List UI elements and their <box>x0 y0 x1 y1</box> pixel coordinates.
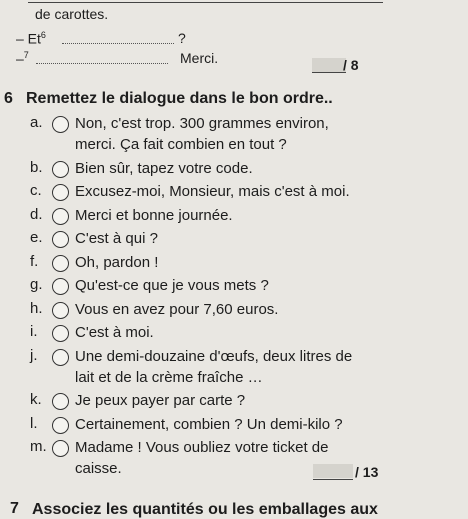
item-text: C'est à qui ? <box>75 230 158 247</box>
prev-line-3-prefix: – <box>16 50 24 67</box>
item-letter: k. <box>30 391 42 408</box>
prev-line-3-suffix: Merci. <box>180 50 219 66</box>
item-text: Qu'est-ce que je vous mets ? <box>75 277 269 294</box>
order-circle[interactable] <box>52 393 69 410</box>
order-circle[interactable] <box>52 278 69 295</box>
exercise-7-number: 7 <box>10 500 19 517</box>
item-letter: a. <box>30 114 43 131</box>
order-circle[interactable] <box>52 184 69 201</box>
item-letter: h. <box>30 299 43 317</box>
item-letter: b. <box>30 158 43 176</box>
item-letter: e. <box>30 229 43 246</box>
order-circle[interactable] <box>52 302 69 319</box>
item-text: merci. Ça fait combien en tout ? <box>75 136 287 153</box>
order-circle[interactable] <box>52 417 69 434</box>
prev-line-2-suffix: ? <box>178 30 186 46</box>
order-circle[interactable] <box>52 349 69 366</box>
item-text: Excusez-moi, Monsieur, mais c'est à moi. <box>75 183 350 200</box>
top-rule <box>28 2 383 3</box>
score-13: / 13 <box>355 464 379 480</box>
note-6: 6 <box>40 30 46 40</box>
item-text: Vous en avez pour 7,60 euros. <box>75 300 279 318</box>
item-letter: d. <box>30 205 43 223</box>
item-letter: m. <box>30 438 47 455</box>
item-text: Je peux payer par carte ? <box>75 392 246 409</box>
item-letter: j. <box>30 346 38 364</box>
exercise-6-number: 6 <box>4 90 13 107</box>
score-13-rule <box>313 479 353 480</box>
order-circle[interactable] <box>52 255 69 272</box>
item-text: C'est à moi. <box>75 324 154 341</box>
item-text: Non, c'est trop. 300 grammes environ, <box>75 115 329 132</box>
exercise-7-title: Associez les quantités ou les emballages aux <box>32 501 378 518</box>
item-letter: g. <box>30 276 43 293</box>
score-8-field[interactable] <box>312 58 346 72</box>
score-8: / 8 <box>343 57 359 73</box>
order-circle[interactable] <box>52 325 69 342</box>
item-letter: f. <box>30 252 39 270</box>
item-text: lait et de la crème fraîche … <box>75 368 263 386</box>
item-text: caisse. <box>75 460 122 477</box>
prev-line-1: de carottes. <box>35 6 109 22</box>
item-text: Merci et bonne journée. <box>75 206 233 224</box>
item-letter: c. <box>30 182 42 199</box>
item-letter: l. <box>30 414 38 432</box>
item-text: Certainement, combien ? Un demi-kilo ? <box>75 415 343 433</box>
order-circle[interactable] <box>52 440 69 457</box>
item-text: Madame ! Vous oubliez votre ticket de <box>75 439 329 456</box>
item-text: Bien sûr, tapez votre code. <box>75 159 253 177</box>
order-circle[interactable] <box>52 116 69 133</box>
item-letter: i. <box>30 323 38 340</box>
prev-line-3 <box>16 50 29 67</box>
order-circle[interactable] <box>52 161 69 178</box>
answer-blank-7[interactable] <box>36 63 168 64</box>
note-7: 7 <box>23 50 29 60</box>
prev-line-2-prefix: – Et <box>16 30 41 47</box>
score-8-rule <box>312 72 346 73</box>
item-text: Une demi-douzaine d'œufs, deux litres de <box>75 347 353 365</box>
exercise-6-title: Remettez le dialogue dans le bon ordre.. <box>26 90 333 107</box>
answer-blank-6[interactable] <box>62 43 174 44</box>
score-13-field[interactable] <box>313 464 353 478</box>
prev-line-2 <box>16 30 46 47</box>
order-circle[interactable] <box>52 208 69 225</box>
order-circle[interactable] <box>52 231 69 248</box>
item-text: Oh, pardon ! <box>75 253 159 271</box>
